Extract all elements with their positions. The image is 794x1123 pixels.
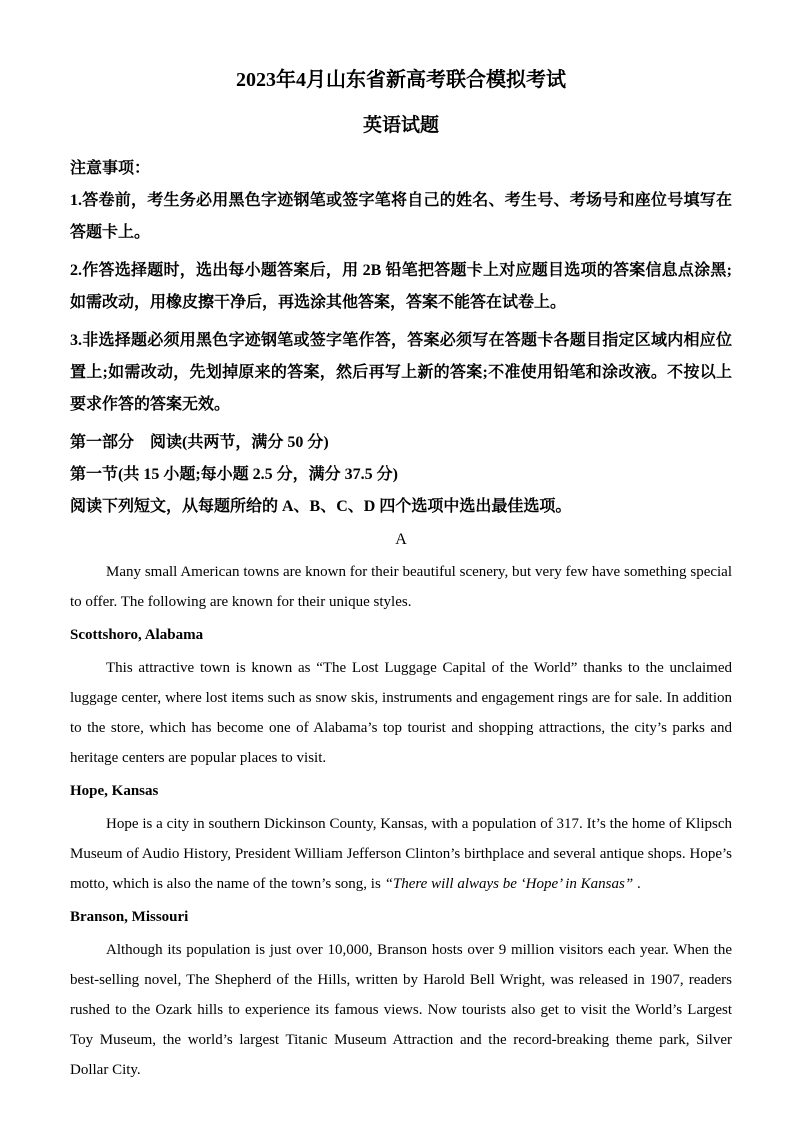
town-heading-branson: Branson, Missouri [70,909,189,926]
passage-a-label: A [395,531,407,548]
town-paragraph-hope [70,809,732,899]
notice-header: 注意事项： [70,160,151,177]
part-1-heading: 第一部分 阅读(共两节，满分 50 分) [70,434,329,451]
section-1-heading: 第一节(共 15 小题;每小题 2.5 分，满分 37.5 分) [70,466,398,483]
town-paragraph-hope-tail: . [633,876,641,893]
reading-instruction: 阅读下列短文，从每题所给的 A、B、C、D 四个选项中选出最佳选项。 [70,498,572,515]
exam-title: 2023年4月山东省新高考联合模拟考试 [236,69,566,91]
passage-intro-paragraph: Many small American towns are known for their beautiful scenery, but very few have something special to offer. The following are known for their unique styles. [70,564,732,611]
exam-subtitle: 英语试题 [362,115,439,136]
town-motto-italic: “There will always be ‘Hope’ in Kansas” [384,876,634,893]
town-paragraph-hope-text: Hope is a city in southern Dickinson County, Kansas, with a population of 317. It’s the home of Klipsch Museum of Audio History, President William Jefferson Clinton’s birthplace and several antique shops. Hope’s motto, which is also the name of the town’s song, is [70,816,732,893]
notice-item-2: 2.作答选择题时，选出每小题答案后，用 2B 铅笔把答题卡上对应题目选项的答案信息点涂黑;如需改动，用橡皮擦干净后，再选涂其他答案，答案不能答在试卷上。 [70,262,732,311]
notice-item-3: 3.非选择题必须用黑色字迹钢笔或签字笔作答，答案必须写在答题卡各题目指定区域内相应位置上;如需改动，先划掉原来的答案，然后再写上新的答案;不准使用铅笔和涂改液。不按以上要求作答的答案无效。 [70,332,732,413]
town-paragraph-scottshoro: This attractive town is known as “The Lost Luggage Capital of the World” thanks to the unclaimed luggage center, where lost items such as snow skis, instruments and engagement rings are for sale. In addition to the store, which has become one of Alabama’s top tourist and shopping attractions, the city’s parks and heritage centers are popular places to visit. [70,660,732,767]
town-paragraph-branson: Although its population is just over 10,000, Branson hosts over 9 million visitors each year. When the best-selling novel, The Shepherd of the Hills, written by Harold Bell Wright, was released in 1907, readers rushed to the Ozark hills to experience its famous views. Now tourists also get to visit the World’s Largest Toy Museum, the world’s largest Titanic Museum Attraction and the record-breaking theme park, Silver Dollar City. [70,942,732,1079]
town-heading-scottshoro: Scottshoro, Alabama [70,627,204,644]
town-heading-hope: Hope, Kansas [70,783,159,800]
notice-item-1: 1.答卷前，考生务必用黑色字迹钢笔或签字笔将自己的姓名、考生号、考场号和座位号填写在答题卡上。 [70,192,732,241]
